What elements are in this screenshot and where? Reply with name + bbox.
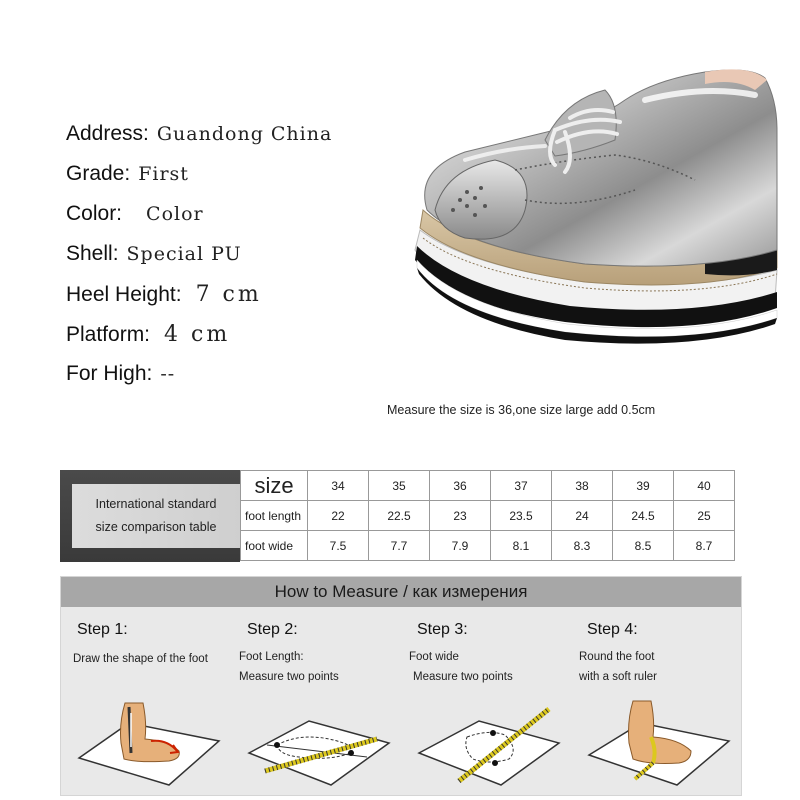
row-header: size [241,471,308,501]
step-heading: Step 2: [247,621,298,638]
step-text: Measure two points [413,671,513,683]
table-cell: 7.7 [369,531,430,561]
spec-label: Color: [66,202,123,225]
step-heading: Step 4: [587,621,638,638]
spec-platform [66,322,230,347]
table-cell: 36 [430,471,491,501]
size-table-caption [72,484,240,548]
spec-label: Heel Height: [66,283,182,306]
spec-address [66,122,332,146]
table-row [241,531,735,561]
step-1 [61,607,231,795]
how-to-measure-panel [60,576,742,796]
step-3 [401,607,571,795]
step-text: Foot wide [409,651,459,663]
spec-label: Address: [66,122,149,145]
foot-length-ruler-illustration [239,693,394,788]
table-cell: 8.3 [552,531,613,561]
step-text: Foot Length: [239,651,304,663]
spec-label: Grade: [66,162,131,185]
step-2 [231,607,401,795]
spec-label: Platform: [66,323,151,346]
spec-color [66,202,204,226]
table-cell: 34 [308,471,369,501]
spec-label: Shell: [66,242,119,265]
table-cell: 7.9 [430,531,491,561]
table-cell: 7.5 [308,531,369,561]
table-cell: 23.5 [491,501,552,531]
measure-note: Measure the size is 36,one size large add 0.5cm [387,403,656,417]
size-comparison-table [60,470,740,562]
spec-value: 7 cm [195,282,262,307]
row-header: foot wide [241,531,308,561]
foot-width-ruler-illustration [409,693,564,788]
spec-heel-height [66,282,262,307]
table-row [241,501,735,531]
table-cell: 22 [308,501,369,531]
table-cell: 22.5 [369,501,430,531]
spec-label: For High: [66,362,153,385]
step-text: Round the foot [579,651,655,663]
table-cell: 8.5 [613,531,674,561]
step-text: Measure two points [239,671,339,683]
spec-shell [66,242,242,266]
step-text: Draw the shape of the foot [73,653,208,665]
step-heading: Step 3: [417,621,468,638]
spec-value: Color [146,203,204,225]
spec-value: Special PU [126,243,242,265]
caption-line: size comparison table [95,520,217,534]
caption-line: International standard [95,497,217,511]
step-text: with a soft ruler [579,671,657,683]
foot-outline-illustration [69,693,224,788]
table-row [241,471,735,501]
table-cell: 8.1 [491,531,552,561]
table-cell: 23 [430,501,491,531]
table-cell: 35 [369,471,430,501]
step-4 [571,607,741,795]
row-header: foot length [241,501,308,531]
spec-value: Guandong China [156,123,333,145]
table-cell: 25 [674,501,735,531]
table-cell: 40 [674,471,735,501]
step-heading: Step 1: [77,621,128,638]
foot-circumference-illustration [579,693,734,788]
size-grid [240,470,735,561]
table-cell: 24 [552,501,613,531]
spec-value: -- [160,363,176,385]
spec-grade [66,162,189,186]
table-cell: 38 [552,471,613,501]
table-cell: 39 [613,471,674,501]
spec-value: 4 cm [164,322,231,347]
table-cell: 8.7 [674,531,735,561]
how-to-measure-title: How to Measure / как измерения [61,577,741,607]
spec-for-high [66,362,175,386]
table-cell: 37 [491,471,552,501]
shoe-product-image [405,60,790,350]
spec-value: First [138,163,189,185]
table-cell: 24.5 [613,501,674,531]
size-table-caption-panel [60,470,240,562]
